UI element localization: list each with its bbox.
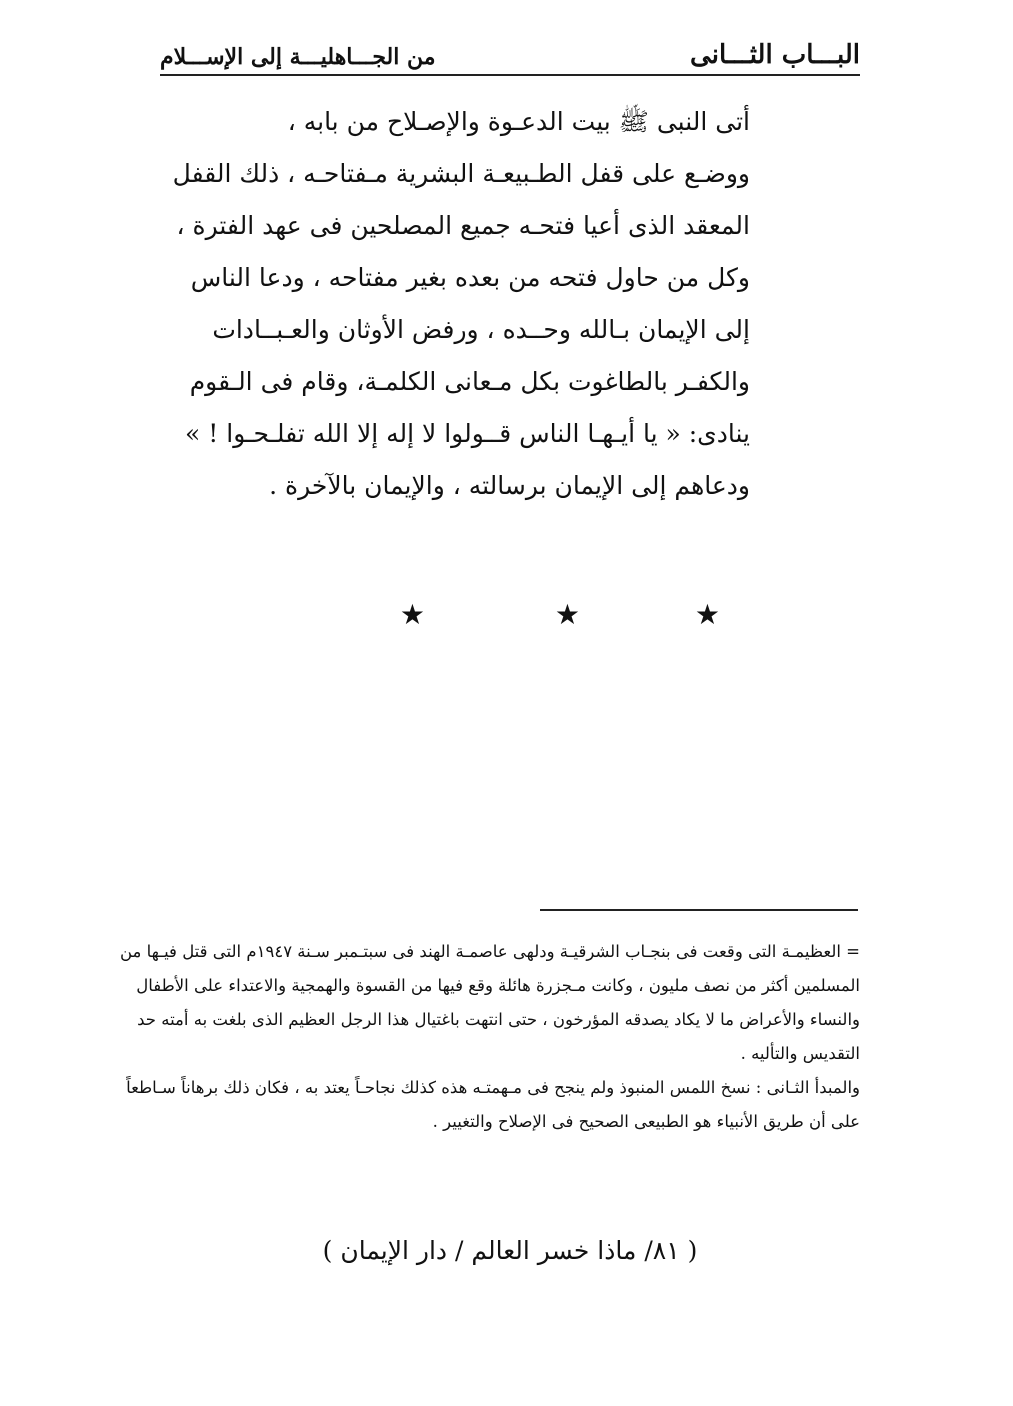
footnote-line: المسلمين أكثر من نصف مليون ، وكانت مـجزرة هائلة وقع فيها من القسوة والهمجية والاعتداء على الأطفال (136, 976, 860, 995)
running-header (160, 36, 860, 76)
footnote-divider (540, 909, 858, 911)
footnote-line: والمبدأ الثـانى : نسخ اللمس المنبوذ ولم ينجح فى مـهمتـه هذه كذلك نجاحـاً يعتد به ، فكان ذلك برهاناً سـاطعاً (126, 1078, 860, 1097)
paragraph-line: أتى النبى ﷺ بيت الدعـوة والإصـلاح من بابه ، (287, 107, 750, 136)
footnote-line: = العظيمـة التى وقعت فى بنجـاب الشرقيـة ودلهى عاصمـة الهند فى سبتـمبر سـنة ١٩٤٧م التى قتل فيـها من (119, 942, 860, 961)
paragraph-line: ودعاهم إلى الإيمان برسالته ، والإيمان بالآخرة . (269, 471, 750, 500)
book-title: من الجـــاهليـــة إلى الإســـلام (160, 44, 436, 70)
paragraph-line: والكفـر بالطاغوت بكل مـعانى الكلمـة، وقام فى الـقوم (189, 367, 750, 396)
star-icon: ★ (694, 598, 720, 631)
section-separator (380, 598, 730, 638)
paragraph-line: إلى الإيمان بـالله وحــده ، ورفض الأوثان والعـبــادات (212, 315, 750, 344)
chapter-title: البـــاب الثـــانى (690, 40, 860, 70)
paragraph-line: المعقد الذى أعيا فتحـه جميع المصلحين فى عهد الفترة ، (176, 211, 750, 240)
paragraph-line: وكل من حاول فتحه من بعده بغير مفتاحه ، ودعا الناس (190, 263, 750, 292)
paragraph-line: ووضـع على قفل الطـبيعـة البشرية مـفتاحـه ، ذلك القفل (172, 159, 750, 188)
star-icon: ★ (554, 598, 580, 631)
footnote-line: على أن طريق الأنبياء هو الطبيعى الصحيح فى الإصلاح والتغيير . (432, 1112, 860, 1131)
paragraph-line: ينادى: « يا أيـهـا الناس قــولوا لا إله إلا الله تفلـحـوا ! » (185, 419, 750, 448)
main-paragraph (172, 96, 750, 512)
page-citation: ( ٨١/ ماذا خسر العالم / دار الإيمان ) (322, 1236, 698, 1265)
footnotes (119, 935, 860, 1139)
footnote-line: التقديس والتأليه . (740, 1044, 860, 1063)
star-icon: ★ (399, 598, 425, 631)
header-divider (160, 74, 860, 76)
footnote-line: والنساء والأعراض ما لا يكاد يصدقه المؤرخون ، حتى انتهت باغتيال هذا الرجل العظيم الذى بلغت به أمته حد (137, 1010, 860, 1029)
